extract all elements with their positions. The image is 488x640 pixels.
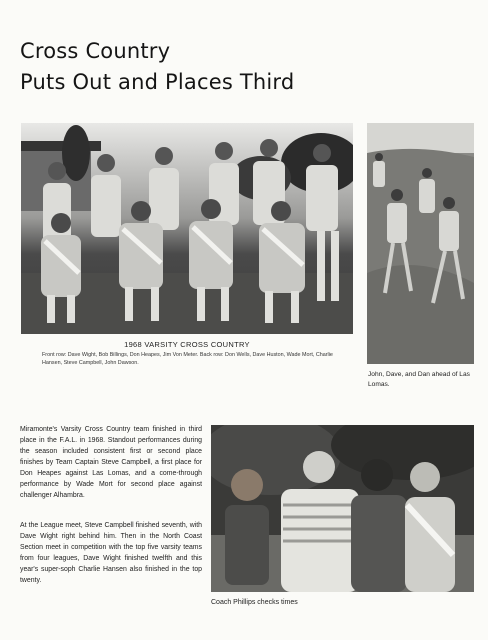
team-photo-caption-names: Front row: Dave Wight, Bob Billings, Don Heapes, Jim Von Meter. Back row: Don Wells, Dave Huston, Wade Mort, Charlie Hansen, Steve Campbell, John Dawson. [42, 352, 333, 366]
race-photo [367, 123, 474, 364]
coach-photo-caption: Coach Phillips checks times [211, 599, 298, 606]
headline-line-2: Puts Out and Places Third [20, 70, 295, 94]
article-paragraph-2: At the League meet, Steve Campbell finished seventh, with Dave Wight right behind him. Then in the North Coast Section meet in competition with the top five varsity teams from four leagues, Dave Wight finished twelfth and this year's super-soph Charlie Hansen also finished in the top twenty. [20, 522, 202, 584]
team-photo-caption-title: 1968 VARSITY CROSS COUNTRY [124, 340, 250, 349]
race-photo-caption: John, Dave, and Dan ahead of Las Lomas. [368, 371, 470, 388]
article-paragraph-1: Miramonte's Varsity Cross Country team finished in third place in the F.A.L. in 1968. Standout performances during the season included consistent first or second place finishes by Team Captain Steve Campbell, a first place for Don Heapes against Las Lomas, and a come-through performance by Wade Mort for second place against challenger Alhambra. [20, 426, 202, 499]
team-photo [21, 123, 353, 334]
race-photo-image [367, 123, 474, 364]
team-photo-image [21, 123, 353, 334]
headline [20, 36, 294, 98]
coach-photo [211, 425, 474, 592]
coach-photo-image [211, 425, 474, 592]
headline-line-1: Cross Country [20, 39, 171, 63]
